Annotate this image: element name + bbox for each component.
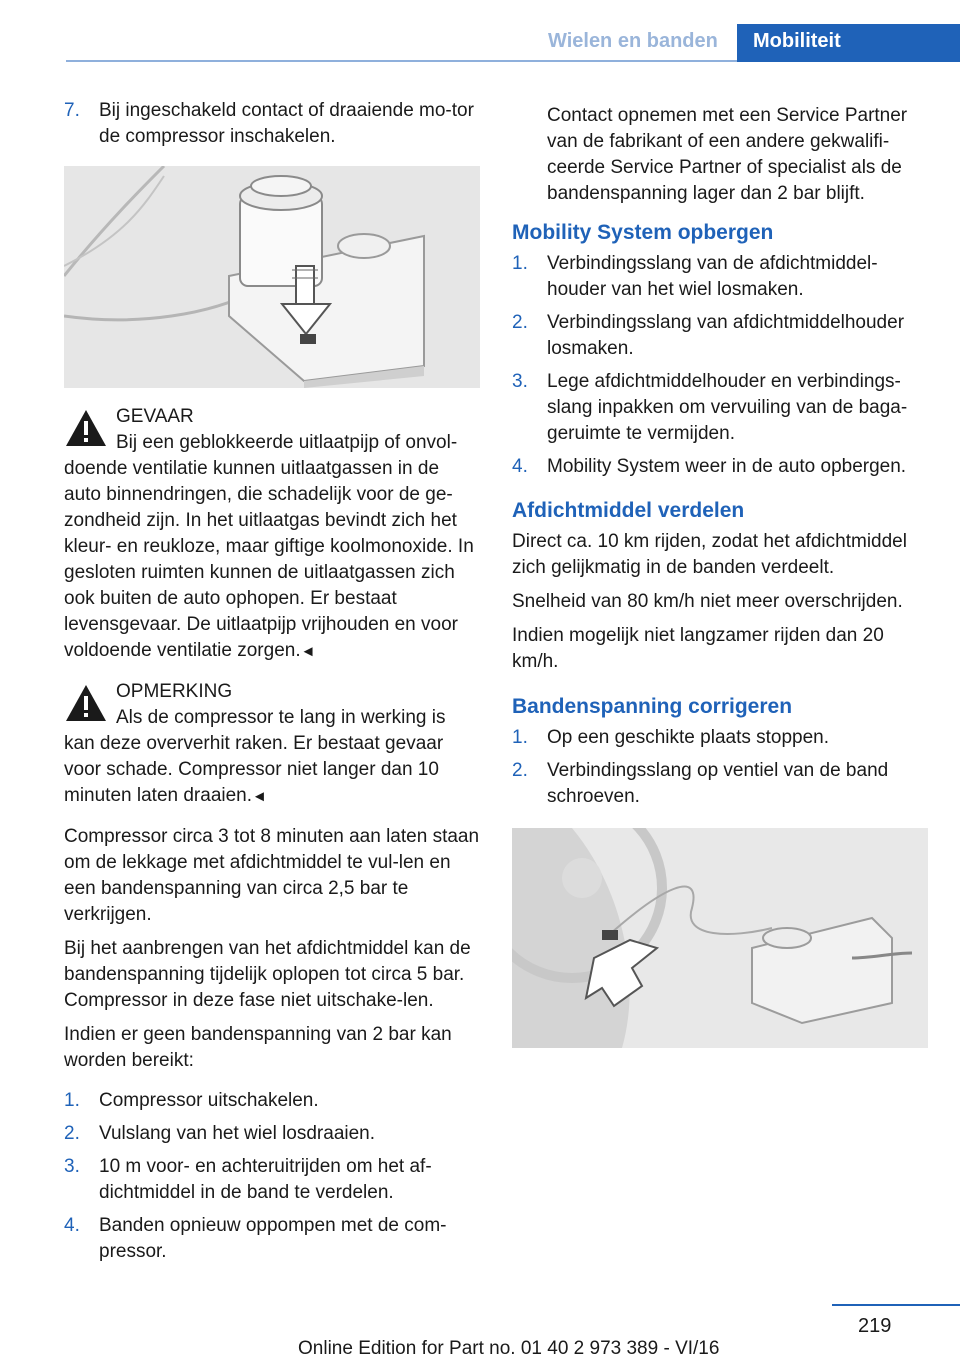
- paragraph-speed-limit: Snelheid van 80 km/h niet meer overschrijden.: [512, 591, 903, 612]
- danger-text: doende ventilatie kunnen uitlaatgassen in de auto binnendringen, die schadelijk voor de ge‐zondheid zijn. In het uitlaatgas bevindt zich het kleur- en reukloze, maar giftige koolmonoxide. In gesloten ruimten kunnen de uitlaatgassen zich ook buiten de auto ophopen. Er bestaat levensgevaar. De uitlaatpijp vrijhouden en voor voldoende ventilatie zorgen.: [64, 458, 474, 661]
- step-text: Mobility System weer in de auto opbergen.: [547, 456, 907, 477]
- step-number: 1.: [512, 253, 528, 274]
- paragraph-pressure-not-reached: Indien er geen bandenspanning van 2 bar kan worden bereikt:: [64, 1024, 452, 1071]
- list-item: [512, 725, 930, 751]
- step-text: Vulslang van het wiel losdraaien.: [99, 1123, 376, 1144]
- list-item: [512, 369, 930, 447]
- list-item: [512, 454, 930, 480]
- header-section-label: Wielen en banden: [548, 30, 718, 52]
- step-number: 3.: [512, 371, 528, 392]
- step-number: 3.: [64, 1156, 80, 1177]
- step-text: 10 m voor- en achteruitrijden om het af‐dichtmiddel in de band te verdelen.: [99, 1156, 432, 1203]
- danger-title: GEVAAR: [116, 406, 194, 427]
- heading-store-mobility-system: Mobility System opbergen: [512, 221, 774, 244]
- step-number: 1.: [512, 727, 528, 748]
- step-text: Verbindingsslang op ventiel van de band schroeven.: [547, 760, 889, 807]
- step-number: 2.: [512, 760, 528, 781]
- step-number: 4.: [64, 1215, 80, 1236]
- step-text: Banden opnieuw oppompen met de com‐pressor.: [99, 1215, 447, 1262]
- heading-distribute-sealant: Afdichtmiddel verdelen: [512, 499, 745, 522]
- paragraph-compressor-duration: Compressor circa 3 tot 8 minuten aan laten staan om de lekkage met afdichtmiddel te vul‐len en een bandenspanning van circa 2,5 bar te verkrijgen.: [64, 826, 480, 925]
- paragraph-minimum-speed: Indien mogelijk niet langzamer rijden dan 20 km/h.: [512, 625, 884, 672]
- header-chapter-label: Mobiliteit: [753, 30, 841, 52]
- list-item: [64, 1154, 480, 1206]
- step-text: Verbindingsslang van afdichtmiddelhouder losmaken.: [547, 312, 905, 359]
- warning-triangle-icon: [64, 408, 108, 448]
- step-7: [64, 98, 480, 150]
- list-item: [64, 1088, 480, 1114]
- step-number: 2.: [512, 312, 528, 333]
- step-number: 4.: [512, 456, 528, 477]
- step-text: Compressor uitschakelen.: [99, 1090, 319, 1111]
- list-item: [512, 251, 930, 303]
- service-partner-text: Contact opnemen met een Service Partner van de fabrikant of een andere gekwalifi‐ceerde Service Partner of specialist als de bandenspanning lager dan 2 bar blijft.: [547, 105, 908, 204]
- list-item: [64, 1121, 480, 1147]
- left-column: [64, 98, 480, 1272]
- paragraph-drive-distance: Direct ca. 10 km rijden, zodat het afdichtmiddel zich gelijkmatig in de banden verdeelt.: [512, 531, 907, 578]
- notice-text-first-line: Als de compressor te lang in werking is: [116, 707, 446, 728]
- page-number: 219: [858, 1315, 892, 1337]
- list-item: [512, 310, 930, 362]
- step-text: Op een geschikte plaats stoppen.: [547, 727, 830, 748]
- notice-warning: [64, 679, 480, 810]
- compressor-photo: [64, 166, 480, 388]
- step-number: 1.: [64, 1090, 80, 1111]
- wheel-valve-illustration: [512, 828, 928, 1048]
- danger-warning: [64, 404, 480, 665]
- notice-text: kan deze oververhit raken. Er bestaat gevaar voor schade. Compressor niet langer dan 10 minuten laten draaien.: [64, 733, 444, 806]
- end-marker: ◄: [252, 788, 267, 805]
- footer-rule: [832, 1304, 960, 1306]
- compressor-illustration: [64, 166, 480, 388]
- list-item: [512, 758, 930, 810]
- danger-text-first-line: Bij een geblokkeerde uitlaatpijp of onvol‐: [116, 432, 458, 453]
- notice-title: OPMERKING: [116, 681, 233, 702]
- step-text: Verbindingsslang van de afdichtmiddel‐houder van het wiel losmaken.: [547, 253, 878, 300]
- header-chapter-tab: [737, 24, 960, 62]
- right-column: [512, 103, 930, 1048]
- end-marker: ◄: [300, 643, 316, 660]
- warning-triangle-icon: [64, 683, 108, 723]
- step-text: Lege afdichtmiddelhouder en verbindings‐slang inpakken om vervuiling van de baga‐geruimte te vermijden.: [547, 371, 908, 444]
- step-number: 2.: [64, 1123, 80, 1144]
- list-item: [64, 1213, 480, 1265]
- paragraph-pressure-rise: Bij het aanbrengen van het afdichtmiddel kan de bandenspanning tijdelijk oplopen tot circa 5 bar. Compressor in deze fase niet uitschake‐len.: [64, 938, 471, 1011]
- heading-correct-tire-pressure: Bandenspanning corrigeren: [512, 695, 793, 718]
- step-text: Bij ingeschakeld contact of draaiende mo‐tor de compressor inschakelen.: [99, 100, 474, 147]
- valve-connection-photo: [512, 828, 928, 1048]
- footer-edition: Online Edition for Part no. 01 40 2 973 389 - VI/16: [298, 1338, 720, 1359]
- step-number: 7.: [64, 100, 80, 121]
